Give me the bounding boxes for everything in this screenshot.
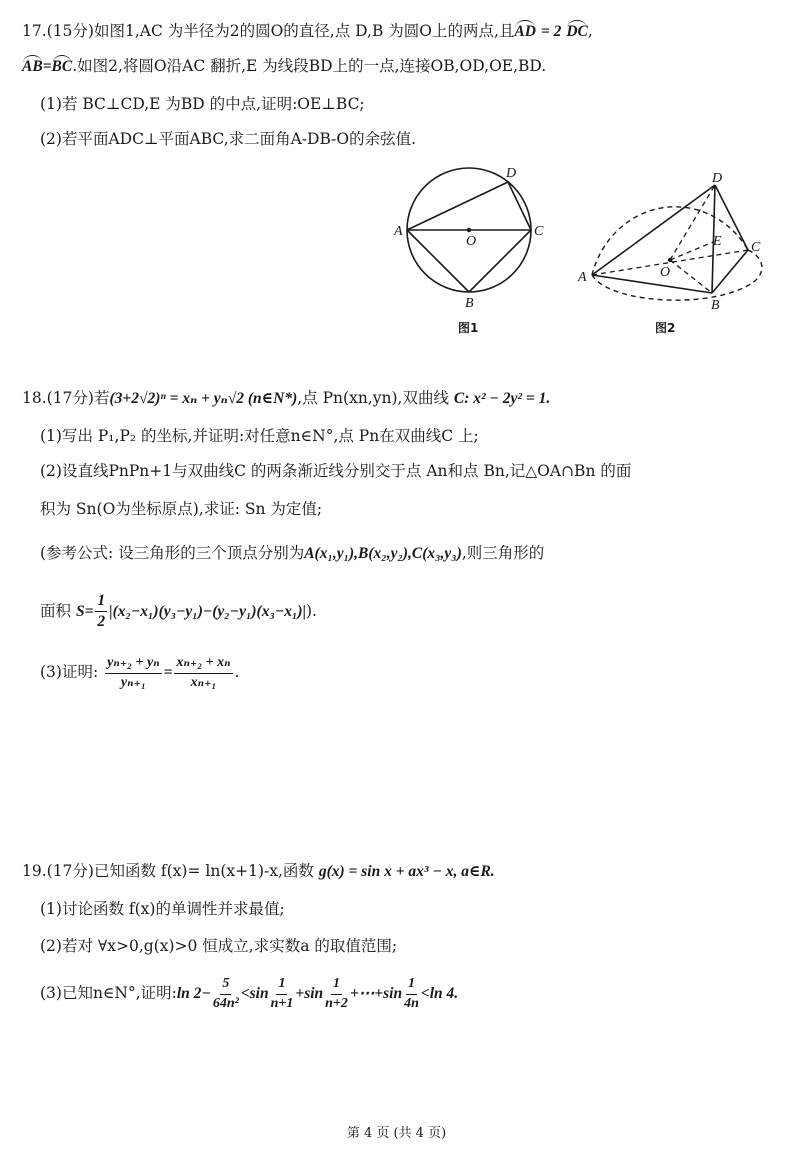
arc-dc: DC — [566, 23, 588, 40]
q18-part2-b: 积为 Sn(O为坐标原点),求证: Sn 为定值; — [40, 500, 323, 518]
fig1-label-a: A — [394, 224, 403, 239]
s1-fraction: $\frac{1}{n+1}$ — [270, 976, 294, 1011]
q17-line1: 17.(15分)如图1,AC 为半径为2的圆O的直径,点 D,B 为圆O上的两点,且AD = 2 DC, — [22, 22, 593, 40]
fig2-segment-cb — [712, 250, 748, 293]
q18-reference-b: 面积 S= $\frac{1}{2}$ |(x₂−x₁)(y₃−y₁)−(y₂−y₁)(x₃−x₁)|). — [40, 592, 317, 631]
fig1-label-o: O — [466, 234, 477, 249]
figure-2-folded — [570, 160, 775, 340]
arc-ab: AB — [22, 58, 43, 75]
fig2-label-c: C — [751, 240, 761, 255]
fig2-label-a: A — [578, 270, 587, 285]
q18-reference-a: (参考公式: 设三角形的三个顶点分别为A(x₁,y₁),B(x₂,y₂),C(x₃,y₃),则三角形的 — [40, 544, 545, 562]
fig2-caption: 图2 — [655, 321, 676, 335]
figure-1-circle — [385, 160, 555, 340]
q17-part2: (2)若平面ADC⊥平面ABC,求二面角A-DB-O的余弦值. — [40, 130, 417, 148]
fig1-label-b: B — [465, 296, 474, 311]
q17-part1: (1)若 BC⊥CD,E 为BD 的中点,证明:OE⊥BC; — [40, 95, 365, 113]
fig2-segment-ab — [592, 275, 712, 293]
fig1-center-dot — [467, 228, 471, 232]
fig2-label-b: B — [711, 298, 720, 313]
fig2-label-o: O — [660, 265, 671, 280]
q18-line1: 18.(17分)若(3+2√2)ⁿ = xₙ + yₙ√2 (n∈N*),点 Pn(xn,yn),双曲线 C: x² − 2y² = 1. — [22, 389, 551, 407]
q19-part2: (2)若对 ∀x>0,g(x)>0 恒成立,求实数a 的取值范围; — [40, 937, 398, 955]
fig2-segment-ad — [592, 185, 715, 275]
q19-part1: (1)讨论函数 f(x)的单调性并求最值; — [40, 900, 285, 918]
fig1-label-c: C — [534, 224, 544, 239]
q18-part2-a: (2)设直线PnPn+1与双曲线C 的两条渐近线分别交于点 An和点 Bn,记△OA∩Bn 的面 — [40, 462, 632, 480]
page-footer: 第 4 页 (共 4 页) — [346, 1126, 447, 1141]
s2-fraction: $\frac{1}{n+2}$ — [325, 976, 348, 1011]
fig2-dashed-oe — [670, 242, 713, 260]
fig2-label-e: E — [713, 234, 722, 249]
p3-right-fraction: $\frac{\text{xₙ₊₂ + xₙ}}{\text{xₙ₊₁}}$ — [176, 655, 231, 690]
q18-part3: (3)证明: $\frac{\text{yₙ₊₂ + yₙ}}{\text{yₙ₊₁}}$ = $\frac{\text{xₙ₊₂ + xₙ}}{\text{xₙ₊₁}}$ . — [40, 655, 240, 690]
p3-left-fraction: $\frac{\text{yₙ₊₂ + yₙ}}{\text{yₙ₊₁}}$ — [107, 655, 160, 690]
fig1-caption: 图1 — [458, 321, 479, 335]
arc-bc: BC — [51, 58, 73, 75]
q19-part3: (3)已知n∈N°,证明:ln 2− $\frac{5}{\text{64n²}}$ <sin $\frac{1}{n+1}$ +sin $\frac{1}{n+2}$ +⋯+sin $\frac{1}{4n}$ <ln 4. — [40, 976, 459, 1011]
fig1-segment-dc — [508, 182, 531, 230]
s3-fraction: $\frac{1}{4n}$ — [404, 976, 419, 1011]
fig1-segment-bc — [469, 230, 531, 292]
fig1-label-d: D — [506, 166, 517, 181]
fig2-lower-dashed-arc — [592, 250, 762, 300]
q17-line2: AB=BC.如图2,将圆O沿AC 翻折,E 为线段BD上的一点,连接OB,OD,OE,BD. — [22, 57, 547, 75]
arc-ad: AD — [514, 23, 536, 40]
f1-fraction: $\frac{5}{\text{64n²}}$ — [212, 976, 239, 1011]
fig2-center-dot — [668, 258, 672, 262]
q18-part1: (1)写出 P₁,P₂ 的坐标,并证明:对任意n∈N°,点 Pn在双曲线C 上; — [40, 427, 479, 445]
q19-line1: 19.(17分)已知函数 f(x)= ln(x+1)-x,函数 g(x) = sin x + ax³ − x, a∈R. — [22, 862, 495, 880]
half-fraction: $\frac{1}{2}$ — [97, 592, 106, 631]
fig2-label-d: D — [712, 171, 723, 186]
fig1-segment-ab — [407, 230, 469, 292]
fig2-dashed-od — [670, 185, 715, 260]
